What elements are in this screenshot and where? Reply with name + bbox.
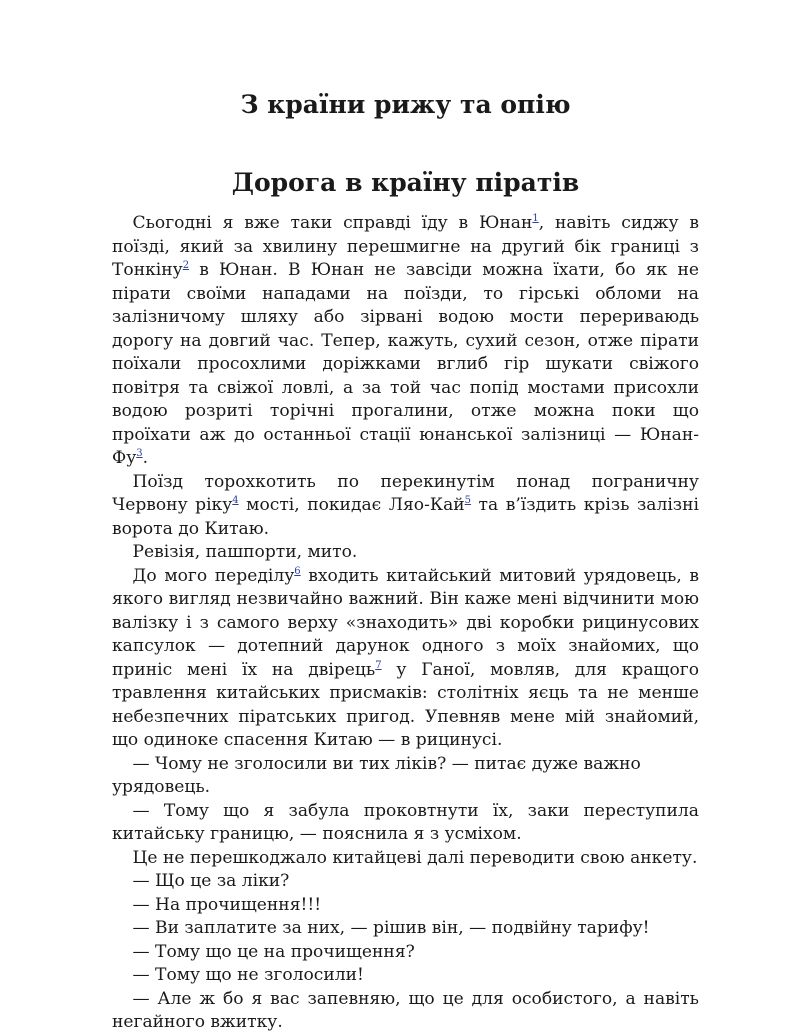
chapter-title: З країни рижу та опію <box>240 90 571 119</box>
dialogue-line: — Що це за ліки? <box>132 871 290 891</box>
dialogue-line: — Тому що не зголосили! <box>132 965 364 985</box>
footnote-link[interactable]: 1 <box>532 213 539 224</box>
paragraph: До мого переділу$^6$ входить китайський митовий урядовець, в якого вигляд незвичайно важний. Він каже мені відчинити мою валізку і з самого верху «знаходить» дві коробки рицинусових капсулок — дотепний дарунок одного з моїх знайомих, що приніс мені їх на двірець$^7$ у Ганої, мовляв, для кращого травлення китайських присмаків: столітніх яєць та не менше небезпечних піратських пригод. Упевняв мене мій знайомий, що одиноке спасення Китаю — в рицинусі. <box>112 565 699 750</box>
dialogue-line: — Тому що це на прочищення? <box>132 941 415 962</box>
dialogue-line: — Тому що я забула проковтнути їх, заки переступила китайську границю, — пояснила я з усміхом. <box>112 800 699 844</box>
body-text <box>112 212 699 1035</box>
paragraph: Ревізія, пашпорти, мито. <box>132 542 358 562</box>
dialogue-line: — На прочищення!!! <box>132 894 322 915</box>
paragraph: Поїзд торохкотить по перекинутім понад пограничну Червону ріку$^4$ мості, покидає Ляо-Кай$^5$ та в’їздить крізь залізні ворота до Китаю. <box>112 471 699 539</box>
dialogue-line: — Чому не зголосили ви тих ліків? — питає дуже важно урядовець. <box>112 753 641 797</box>
paragraph: Сьогодні я вже таки справді їду в Юнан$^1$, навіть сиджу в поїзді, який за хвилину перешмигне на другий бік границі з Тонкіну$^2$ в Юнан. В Юнан не завсіди можна їхати, бо як не пірати своїми нападами на поїзди, то гірські обломи на залізничому шляху або зірвані водою мости перериваюдь дорогу на довгий час. Тепер, кажуть, сухий сезон, отже пірати поїхали просохлими доріжками вглиб гір шукати свіжого повітря та свіжої ловлі, а за той час попід мостами присохли водою розриті торічні прогалини, отже можна поки що проїхати аж до останньої стації юнанської залізниці — Юнан-$Фу^3$. <box>112 213 699 468</box>
footnote-link[interactable]: 2 <box>182 260 190 271</box>
dialogue-line: — Але ж бо я вас запевняю, що це для особистого, а навіть негайного вжитку. <box>112 988 699 1032</box>
footnote-link[interactable]: 4 <box>232 495 239 506</box>
footnote-link[interactable]: 6 <box>294 565 301 577</box>
footnote-link[interactable]: 7 <box>375 659 382 671</box>
section-title: Дорога в країну піратів <box>231 168 580 197</box>
dialogue-line: — Ви заплатите за них, — рішив він, — подвійну тарифу! <box>132 918 650 938</box>
footnote-link[interactable]: 3 <box>136 448 143 459</box>
footnote-link[interactable]: 5 <box>464 495 472 506</box>
paragraph: Це не перешкоджало китайцеві далі переводити свою анкету. <box>132 847 698 868</box>
